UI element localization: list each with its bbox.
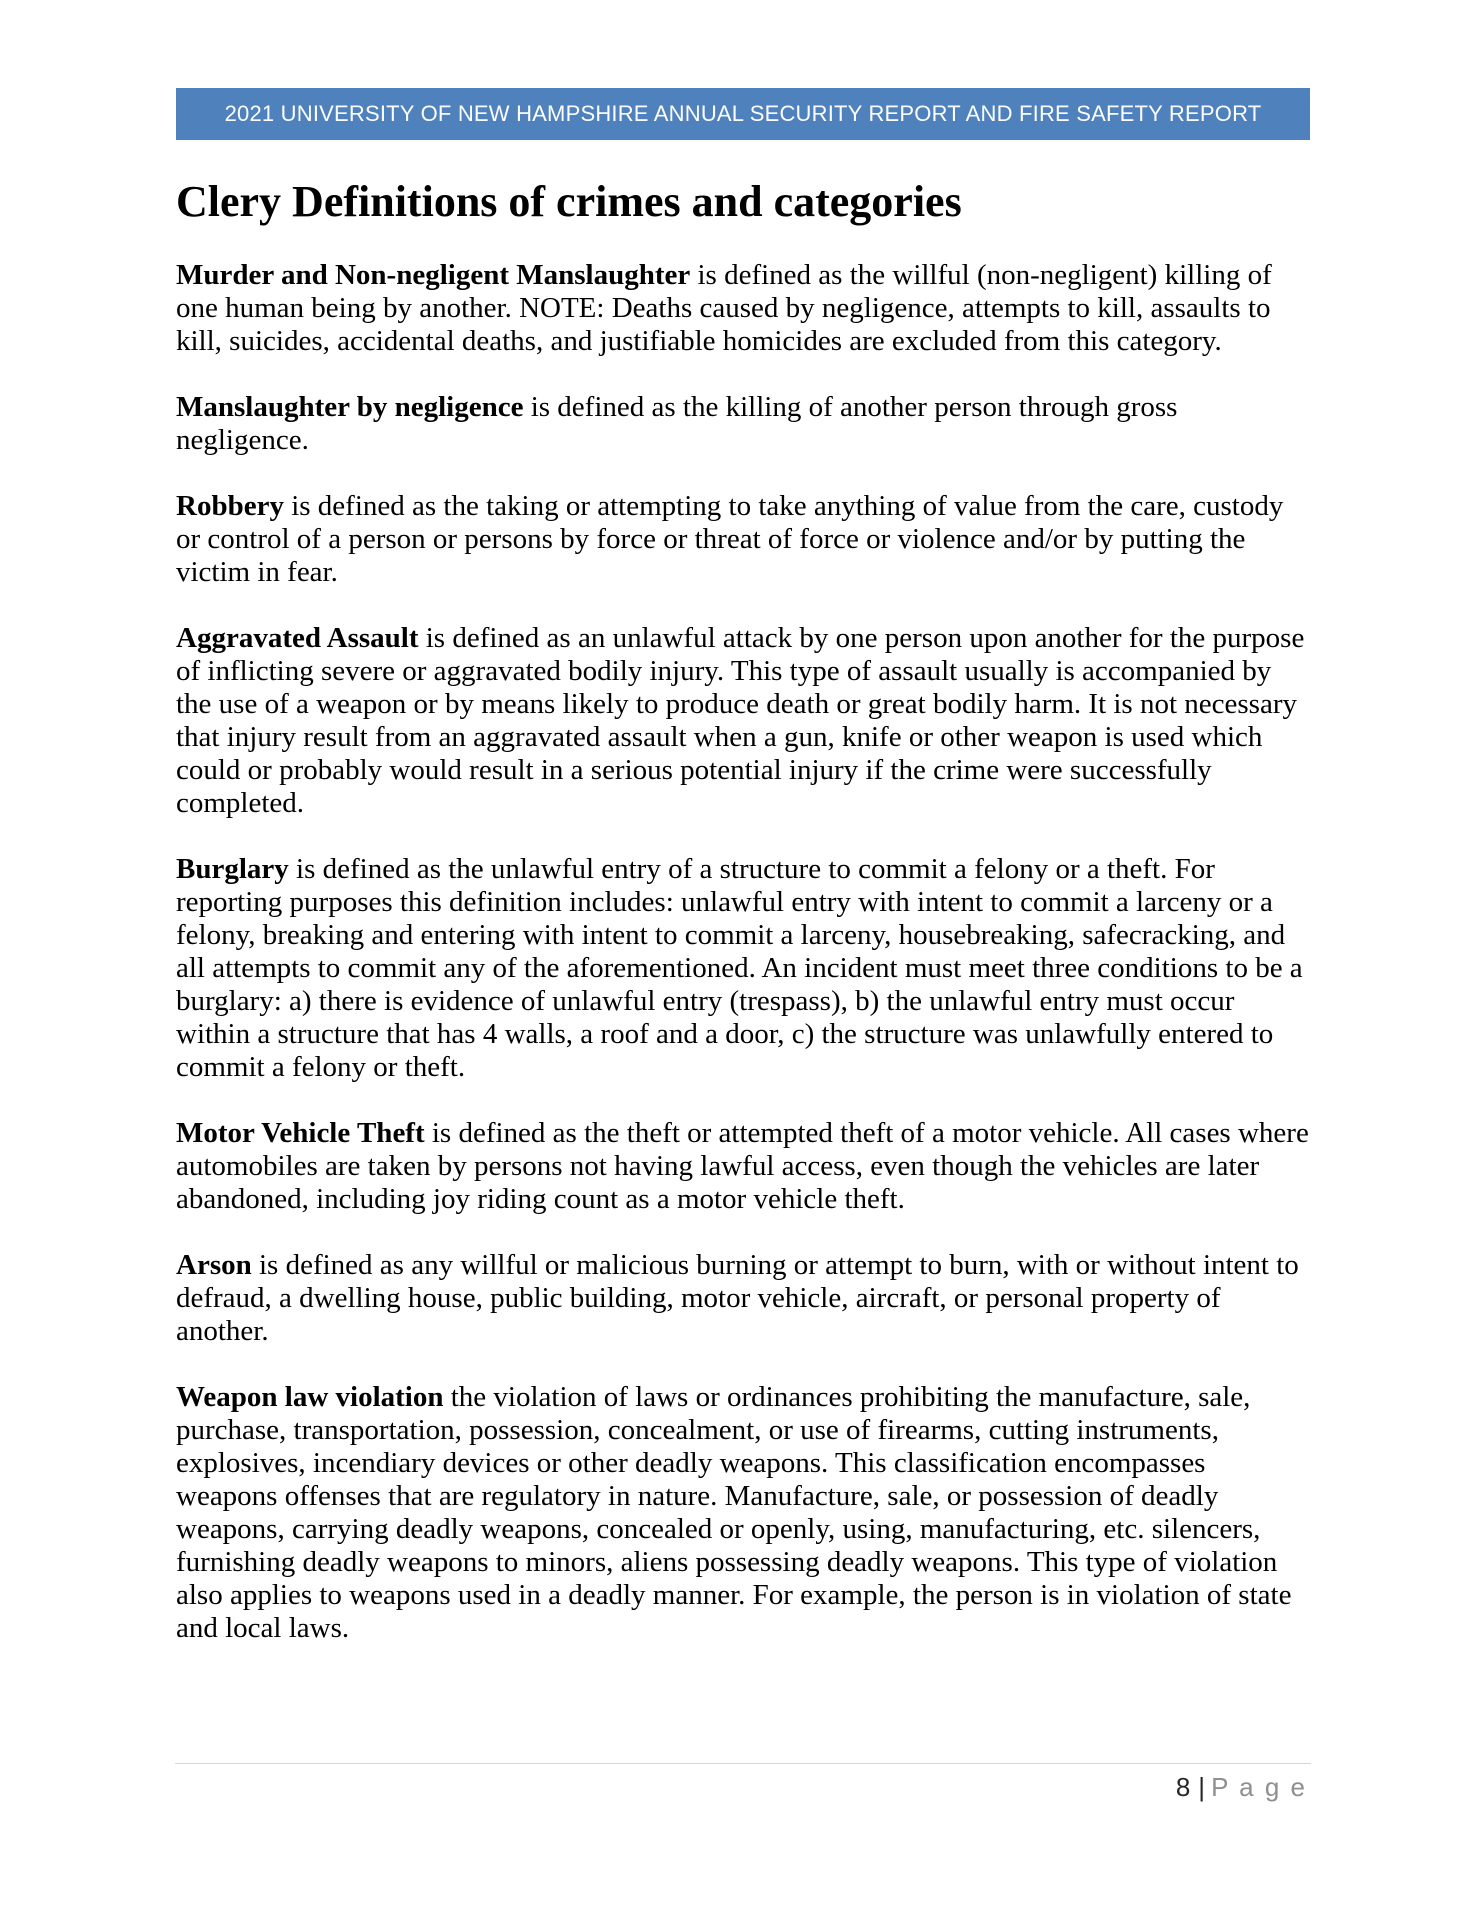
definition-text: is defined as the theft or attempted theft of a motor vehicle. All cases where automobiles are taken by persons not having lawful access, even though the vehicles are later abandoned, including joy riding count as a motor vehicle theft.: [176, 1117, 1309, 1215]
definition-term: Manslaughter by negligence: [176, 391, 524, 423]
page-number-label: P a g e: [1211, 1772, 1307, 1802]
definition-paragraph: [176, 1381, 1310, 1645]
page-number-value: 8: [1175, 1772, 1191, 1802]
definition-paragraph: [176, 1117, 1310, 1216]
definition-paragraph: [176, 490, 1310, 589]
definition-paragraph: [176, 853, 1310, 1084]
definition-paragraph: [176, 391, 1310, 457]
definition-term: Robbery: [176, 490, 284, 522]
footer-divider: [175, 1763, 1311, 1764]
definition-text: is defined as the willful (non-negligent) killing of one human being by another. NOTE: Deaths caused by negligence, attempts to kill, assaults to kill, suicides, accidental deaths, and justifiable homicides are excluded from this category.: [176, 259, 1272, 357]
report-header-title: 2021 UNIVERSITY OF NEW HAMPSHIRE ANNUAL SECURITY REPORT AND FIRE SAFETY REPORT: [224, 101, 1262, 126]
definition-term: Motor Vehicle Theft: [176, 1117, 425, 1149]
definition-paragraph: [176, 259, 1310, 358]
page-title: Clery Definitions of crimes and categories: [176, 177, 962, 226]
definition-text: is defined as the killing of another person through gross negligence.: [176, 391, 1178, 456]
definition-paragraph: [176, 622, 1310, 820]
definition-text: is defined as the taking or attempting to take anything of value from the care, custody or control of a person or persons by force or threat of force or violence and/or by putting the victim in fear.: [176, 490, 1284, 588]
page-number-separator: |: [1198, 1772, 1206, 1802]
definition-text: is defined as any willful or malicious burning or attempt to burn, with or without intent to defraud, a dwelling house, public building, motor vehicle, aircraft, or personal property of another.: [176, 1249, 1299, 1347]
definition-term: Weapon law violation: [176, 1381, 444, 1413]
definition-term: Aggravated Assault: [176, 622, 419, 654]
page-footer: [1176, 1772, 1307, 1802]
definition-text: the violation of laws or ordinances prohibiting the manufacture, sale, purchase, transportation, possession, concealment, or use of firearms, cutting instruments, explosives, incendiary devices or other deadly weapons. This classification encompasses weapons offenses that are regulatory in nature. Manufacture, sale, or possession of deadly weapons, carrying deadly weapons, concealed or openly, using, manufacturing, etc. silencers, furnishing deadly weapons to minors, aliens possessing deadly weapons. This type of violation also applies to weapons used in a deadly manner. For example, the person is in violation of state and local laws.: [176, 1381, 1292, 1644]
page-content: [176, 140, 1310, 1645]
definitions-list: [176, 259, 1310, 1645]
definition-text: is defined as an unlawful attack by one person upon another for the purpose of inflicting severe or aggravated bodily injury. This type of assault usually is accompanied by the use of a weapon or by means likely to produce death or great bodily harm. It is not necessary that injury result from an aggravated assault when a gun, knife or other weapon is used which could or probably would result in a serious potential injury if the crime were successfully completed.: [176, 622, 1305, 819]
definition-text: is defined as the unlawful entry of a structure to commit a felony or a theft. For reporting purposes this definition includes: unlawful entry with intent to commit a larceny or a felony, breaking and entering with intent to commit a larceny, housebreaking, safecracking, and all attempts to commit any of the aforementioned. An incident must meet three conditions to be a burglary: a) there is evidence of unlawful entry (trespass), b) the unlawful entry must occur within a structure that has 4 walls, a roof and a door, c) the structure was unlawfully entered to commit a felony or theft.: [176, 853, 1303, 1083]
report-header-banner: [176, 88, 1310, 140]
definition-term: Arson: [176, 1249, 252, 1281]
definition-paragraph: [176, 1249, 1310, 1348]
definition-term: Burglary: [176, 853, 289, 885]
definition-term: Murder and Non-negligent Manslaughter: [176, 259, 691, 291]
